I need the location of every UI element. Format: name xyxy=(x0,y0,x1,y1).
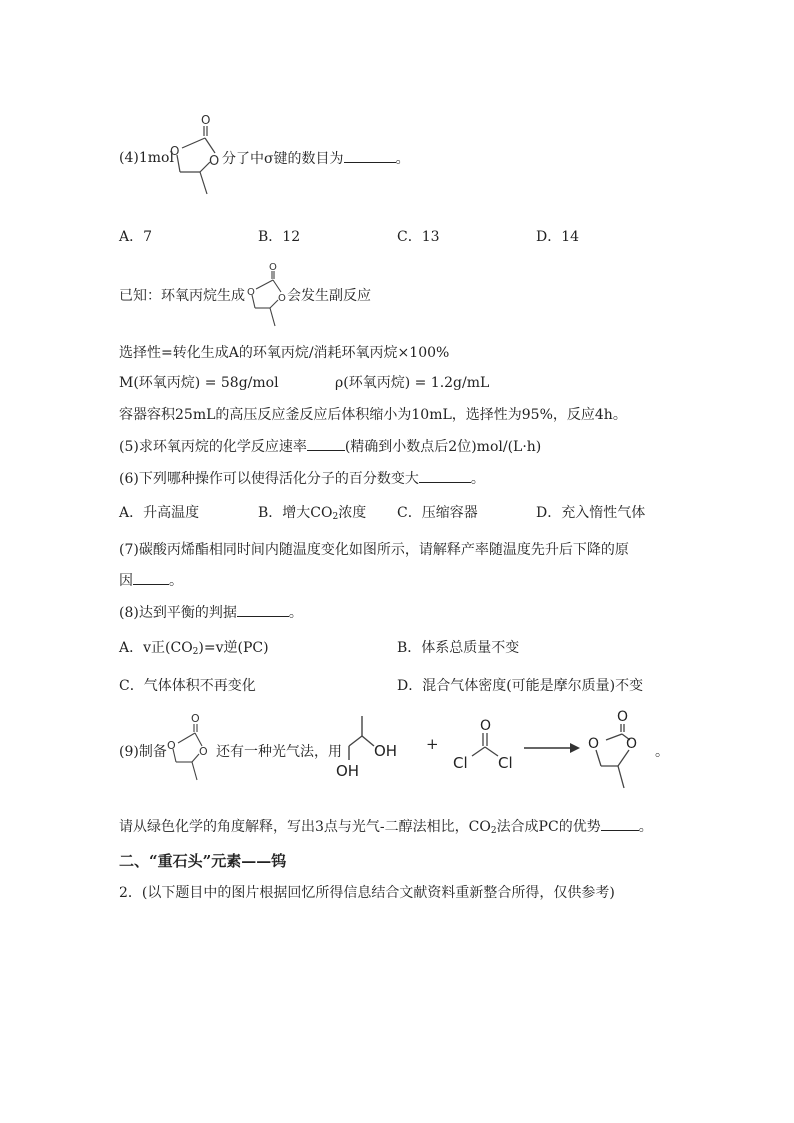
option-6b-text-end: 浓度 xyxy=(338,505,367,521)
option-6b xyxy=(258,503,366,527)
green-chemistry-text-end: 法合成PC的优势 xyxy=(496,819,601,835)
answer-blank[interactable] xyxy=(601,816,639,831)
option-6a: A．升高温度 xyxy=(119,505,200,521)
subscript: 2 xyxy=(332,512,339,522)
question-5-line xyxy=(119,436,541,457)
question-2-note: 2．(以下题目中的图片根据回忆所得信息结合文献资料重新整合所得，仅供参考) xyxy=(119,885,615,901)
propylene-carbonate-structure-2 xyxy=(244,260,290,344)
option-4c: C．13 xyxy=(397,229,440,245)
ring-oxygen-label-right: O xyxy=(209,154,220,169)
question-5-hint: (精确到小数点后2位)mol/(L·h) xyxy=(344,439,542,455)
question-9-prefix: (9)制备 xyxy=(119,744,167,760)
question-7-end: 。 xyxy=(169,573,183,589)
option-4a: A．7 xyxy=(119,229,153,245)
option-6c: C．压缩容器 xyxy=(397,505,478,521)
ring-oxygen-label-right: O xyxy=(278,293,286,304)
question-8-text: (8)达到平衡的判据 xyxy=(119,605,237,621)
subscript: 2 xyxy=(192,647,199,657)
question-7-line-1: (7)碳酸丙烯酯相同时间内随温度变化如图所示，请解释产率随温度先升后下降的原 xyxy=(119,542,629,558)
question-6-line xyxy=(119,468,485,489)
known-prefix: 已知：环氧丙烷生成 xyxy=(119,288,245,304)
propylene-carbonate-structure-1 xyxy=(166,112,226,216)
answer-blank[interactable] xyxy=(419,468,471,483)
container-condition: 容器容积25mL的高压反应釜反应后体积缩小为10mL，选择性为95%，反应4h。 xyxy=(119,407,627,423)
question-4-prefix: (4)1mol xyxy=(119,150,174,166)
answer-blank[interactable] xyxy=(133,570,169,585)
question-9-middle: 还有一种光气法，用 xyxy=(216,744,342,760)
green-chemistry-text: 请从绿色化学的角度解释，写出3点与光气-二醇法相比，CO xyxy=(119,819,491,835)
question-7-line-2 xyxy=(119,570,183,591)
option-4b: B．12 xyxy=(258,229,301,245)
answer-blank[interactable] xyxy=(307,436,345,451)
option-8d: D．混合气体密度(可能是摩尔质量)不变 xyxy=(397,678,644,694)
reaction-arrow xyxy=(522,742,582,758)
question-4-suffix-line xyxy=(222,148,410,169)
ring-oxygen-label-right: O xyxy=(626,736,638,752)
carbonyl-oxygen-label: O xyxy=(269,262,277,273)
option-8c: C．气体体积不再变化 xyxy=(119,678,256,694)
carbonyl-oxygen-label: O xyxy=(191,712,200,725)
ring-oxygen-label-left: O xyxy=(167,739,176,752)
option-8a-text-end: )=v逆(PC) xyxy=(198,640,269,656)
option-8a-text: A．v正(CO xyxy=(119,640,193,656)
question-4-text: 分了中σ键的数目为 xyxy=(222,151,344,167)
answer-blank[interactable] xyxy=(344,148,396,163)
propylene-carbonate-structure-3 xyxy=(160,710,216,796)
question-6-end: 。 xyxy=(470,471,485,487)
carbonyl-oxygen-label: O xyxy=(617,709,629,725)
ring-oxygen-label-left: O xyxy=(170,144,180,158)
chlorine-label-left: Cl xyxy=(453,754,468,772)
section-2-heading: 二、“重石头”元素——钨 xyxy=(119,852,287,870)
answer-blank[interactable] xyxy=(237,602,289,617)
question-9-end: 。 xyxy=(655,744,669,760)
option-8b: B．体系总质量不变 xyxy=(397,640,520,656)
option-6d: D．充入惰性气体 xyxy=(536,505,646,521)
density: ρ(环氧丙烷) = 1.2g/mL xyxy=(335,375,490,391)
plus-sign: + xyxy=(426,735,439,753)
phosgene-structure xyxy=(450,716,520,776)
green-chemistry-question xyxy=(119,816,653,841)
chlorine-label-right: Cl xyxy=(498,754,513,772)
question-5-text: (5)求环氧丙烷的化学反应速率 xyxy=(119,439,307,455)
question-8-line xyxy=(119,602,303,623)
hydroxyl-label-bottom: OH xyxy=(336,762,360,780)
option-8a xyxy=(119,638,269,662)
molar-mass: M(环氧丙烷) = 58g/mol xyxy=(119,375,279,391)
ring-oxygen-label-right: O xyxy=(199,745,208,758)
green-chemistry-end: 。 xyxy=(638,819,653,835)
ring-oxygen-label-left: O xyxy=(247,287,255,298)
ring-oxygen-label-left: O xyxy=(588,736,600,752)
question-6-text: (6)下列哪种操作可以使得活化分子的百分数变大 xyxy=(119,471,419,487)
phosgene-oxygen-label: O xyxy=(480,718,492,734)
option-6b-text: B．增大CO xyxy=(258,505,333,521)
option-4d: D．14 xyxy=(536,229,580,245)
carbonyl-oxygen-label: O xyxy=(201,113,211,127)
question-8-end: 。 xyxy=(288,605,303,621)
question-7-text: 因 xyxy=(119,573,133,589)
subscript: 2 xyxy=(490,826,497,836)
known-suffix: 会发生副反应 xyxy=(287,288,371,304)
selectivity-definition: 选择性=转化生成A的环氧丙烷/消耗环氧丙烷×100% xyxy=(119,345,450,361)
question-4-end: 。 xyxy=(395,151,410,167)
hydroxyl-label-right: OH xyxy=(374,742,398,760)
propylene-glycol-structure xyxy=(334,712,410,786)
propylene-carbonate-product-structure xyxy=(584,706,644,800)
